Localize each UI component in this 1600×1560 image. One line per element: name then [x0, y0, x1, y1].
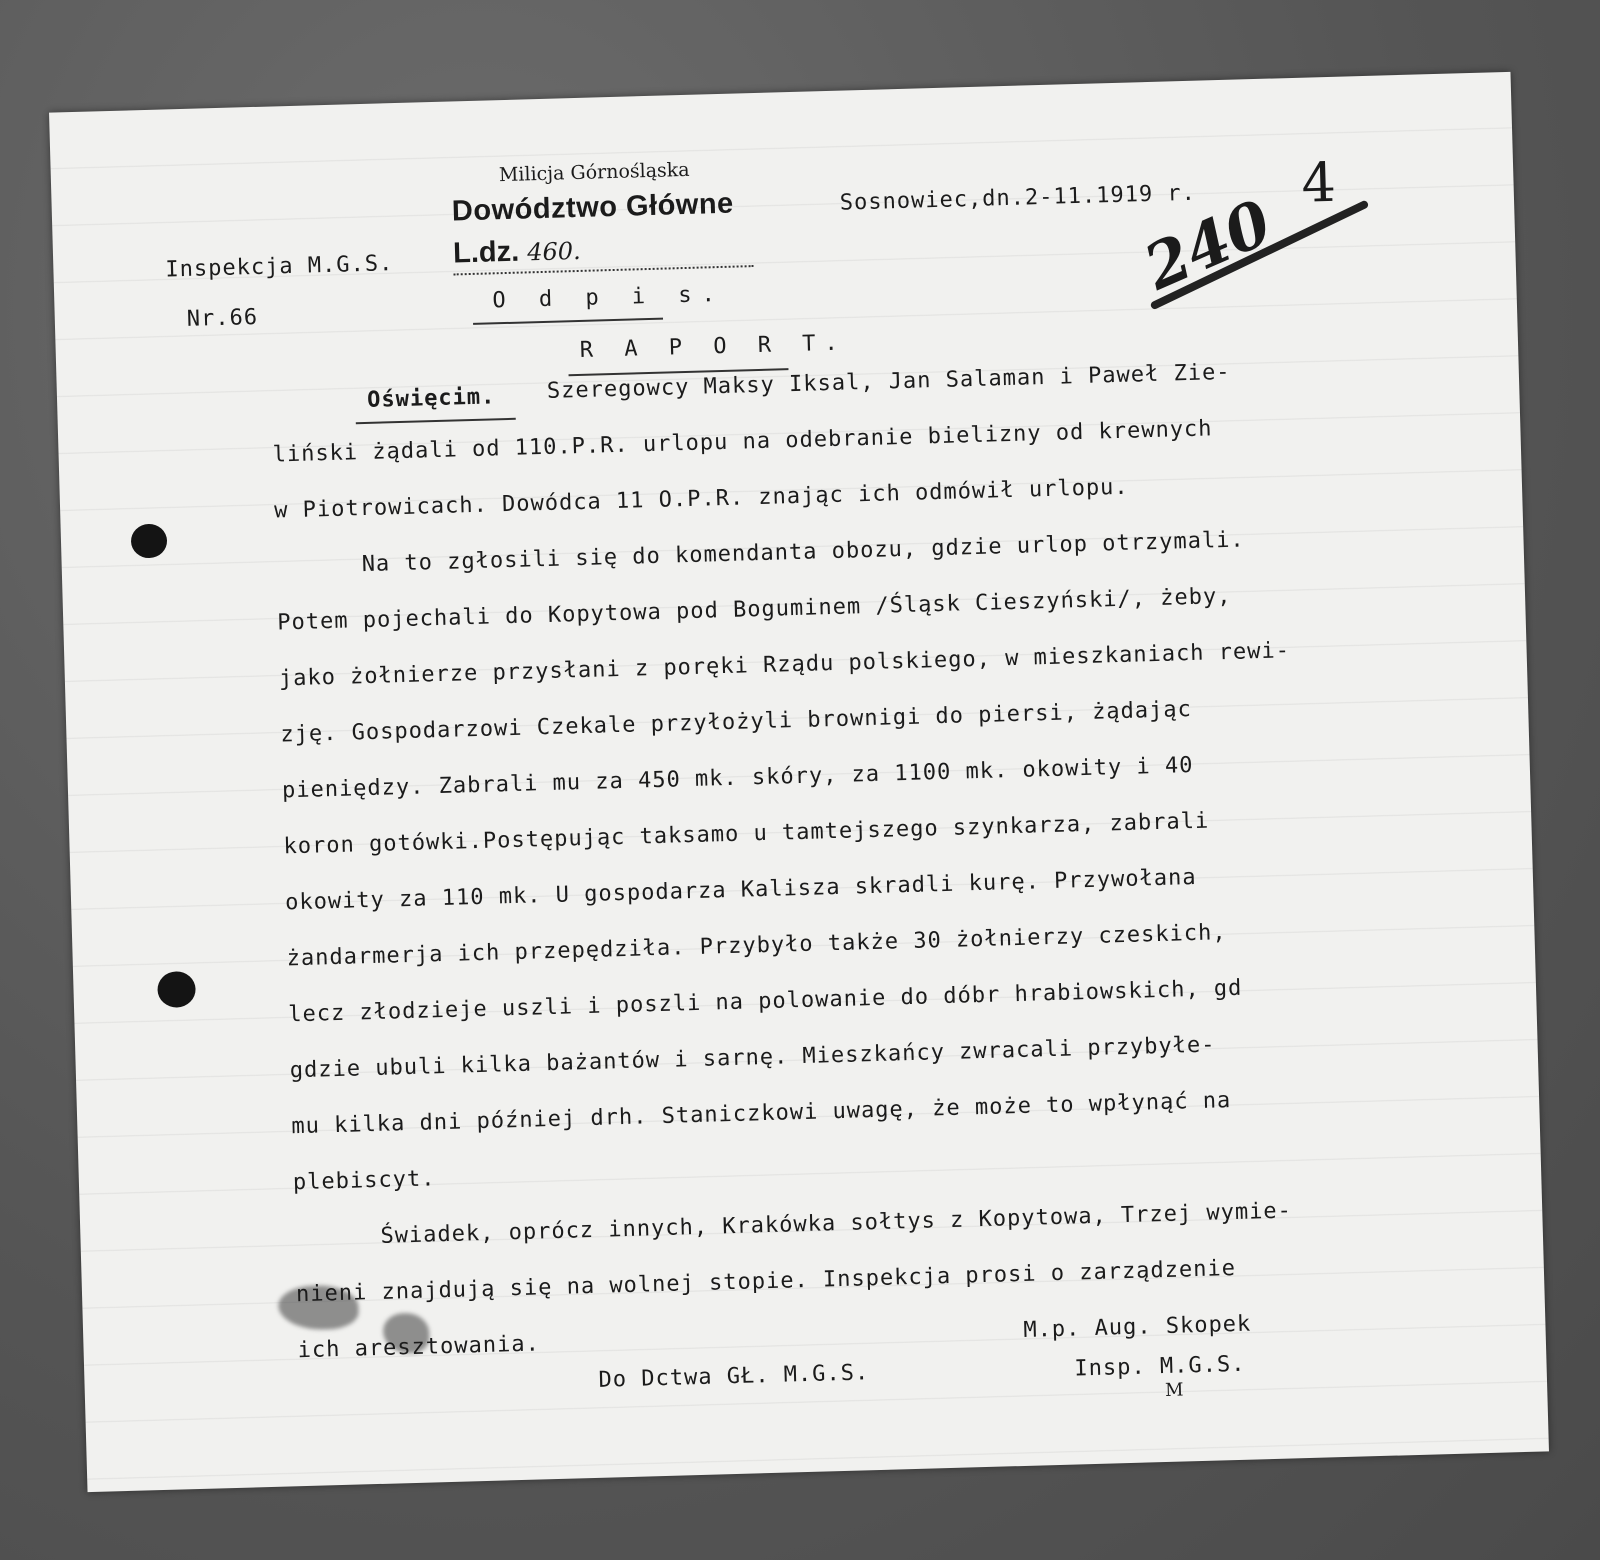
- body-line: lecz złodzieje uszli i poszli na polowanie do dóbr hrabiowskich, gd: [287, 975, 1243, 1028]
- letterhead-command: Dowództwo Główne: [451, 187, 735, 228]
- addressee: Do Dctwa GŁ. M.G.S.: [598, 1360, 870, 1393]
- body-line: Na to zgłosili się do komendanta obozu, gdzie urlop otrzymali.: [361, 527, 1245, 578]
- signature-initial: M: [1164, 1379, 1184, 1402]
- signature-name: M.p. Aug. Skopek: [1023, 1311, 1252, 1343]
- location-heading: Oświęcim.: [366, 384, 496, 413]
- body-line: pieniędzy. Zabrali mu za 450 mk. skóry, za 1100 mk. okowity i 40: [281, 752, 1194, 804]
- handwritten-registry-number: 240: [1133, 185, 1282, 305]
- body-line: zję. Gospodarzowi Czekale przyłożyli brownigi do piersi, żądając: [280, 697, 1193, 748]
- body-line: ich aresztowania.: [297, 1331, 541, 1364]
- copy-label: O d p i s.: [492, 281, 726, 314]
- signature-title: Insp. M.G.S.: [1074, 1351, 1246, 1382]
- body-line: okowity za 110 mk. U gospodarza Kalisza skradli kurę. Przywołana: [284, 864, 1197, 916]
- sender-inspection: Inspekcja M.G.S.: [165, 251, 394, 283]
- ldz-number: 460.: [526, 236, 582, 267]
- document-page: [49, 72, 1549, 1492]
- body-line: Świadek, oprócz innych, Krakówka sołtys z Kopytowa, Trzej wymie-: [380, 1198, 1293, 1249]
- place-date: Sosnowiec,dn.2-11.1919 r.: [839, 180, 1197, 216]
- body-line: nieni znajdują się na wolnej stopie. Inspekcja prosi o zarządzenie: [295, 1255, 1237, 1308]
- handwritten-page-number: 4: [1300, 150, 1337, 215]
- body-line: w Piotrowicach. Dowódca 11 O.P.R. znając ich odmówił urlopu.: [273, 474, 1129, 524]
- body-line: gdzie ubuli kilka bażantów i sarnę. Mieszkańcy zwracali przybyłe-: [289, 1032, 1216, 1084]
- document-title: R A P O R T.: [579, 330, 848, 363]
- location-underline: [356, 418, 516, 424]
- ldz-label: L.dz.: [452, 235, 520, 270]
- body-line: plebiscyt.: [292, 1166, 436, 1196]
- body-line: liński żądali od 110.P.R. urlopu na odebranie bielizny od krewnych: [272, 416, 1213, 468]
- punch-hole-top: [131, 524, 168, 559]
- copy-label-underline: [473, 318, 663, 325]
- body-line: Potem pojechali do Kopytowa pod Boguminem /Śląsk Cieszyński/, żeby,: [277, 583, 1232, 636]
- body-line: koron gotówki.Postępując taksamo u tamtejszego szynkarza, zabrali: [283, 808, 1210, 860]
- letterhead-registry: [453, 234, 581, 271]
- body-line: mu kilka dni później drh. Staniczkowi uwagę, że może to wpłynąć na: [291, 1088, 1232, 1140]
- body-line: jako żołnierze przysłani z poręki Rządu polskiego, w mieszkaniach rewi-: [278, 638, 1291, 692]
- sender-number: Nr.66: [186, 304, 259, 332]
- punch-hole-bottom: [157, 971, 196, 1008]
- letterhead-organization: Milicja Górnośląska: [498, 158, 690, 187]
- body-line: żandarmerja ich przepędziła. Przybyło także 30 żołnierzy czeskich,: [286, 920, 1227, 972]
- body-line: Szeregowcy Maksy Iksal, Jan Salaman i Paweł Zie-: [546, 359, 1231, 404]
